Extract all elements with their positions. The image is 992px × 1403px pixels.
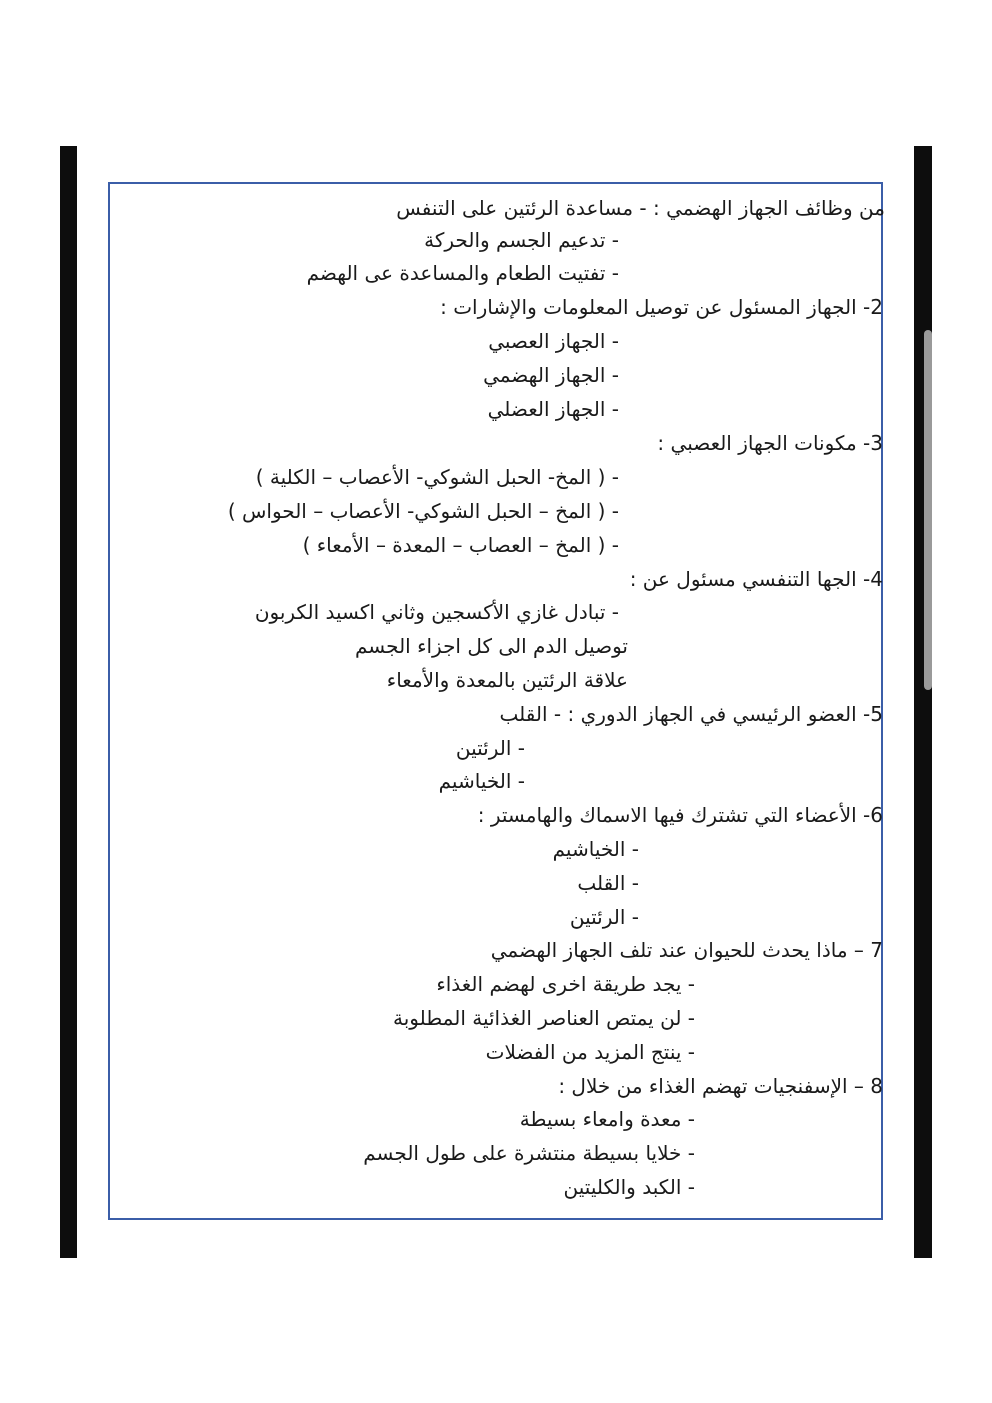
text-line-26: - ينتج المزيد من الفضلات — [485, 1040, 695, 1064]
text-line-13: - تبادل غازي الأكسجين وثاني اكسيد الكربون — [254, 600, 619, 624]
text-line-12: 4- الجها التنفسي مسئول عن : — [629, 567, 883, 591]
scrollbar-thumb[interactable] — [924, 330, 932, 690]
text-line-10: - ( المخ – الحبل الشوكي- الأعصاب – الحواس ) — [227, 499, 619, 523]
left-dark-edge — [60, 146, 77, 1258]
text-line-24: - يجد طريقة اخرى لهضم الغذاء — [436, 972, 695, 996]
text-line-22: - الرئتين — [569, 905, 639, 929]
text-line-6: - الجهاز الهضمي — [483, 363, 619, 387]
text-line-1: من وظائف الجهاز الهضمي : - مساعدة الرئتين على التنفس — [396, 196, 885, 220]
text-line-15: علاقة الرئتين بالمعدة والأمعاء — [386, 668, 628, 692]
text-line-3: - تفتيت الطعام والمساعدة عى الهضم — [306, 261, 619, 285]
text-line-28: - معدة وامعاء بسيطة — [519, 1107, 695, 1131]
text-line-25: - لن يمتص العناصر الغذائية المطلوبة — [393, 1006, 695, 1030]
text-line-14: توصيل الدم الى كل اجزاء الجسم — [355, 634, 628, 658]
text-line-9: - ( المخ- الحبل الشوكي- الأعصاب – الكلية ) — [255, 465, 619, 489]
text-line-16: 5- العضو الرئيسي في الجهاز الدوري : - القلب — [499, 702, 883, 726]
text-line-30: - الكبد والكليتين — [563, 1175, 695, 1199]
text-line-18: - الخياشيم — [438, 769, 525, 793]
text-line-2: - تدعيم الجسم والحركة — [424, 228, 619, 252]
text-line-29: - خلايا بسيطة منتشرة على طول الجسم — [363, 1141, 695, 1165]
text-line-5: - الجهاز العصبي — [488, 329, 619, 353]
text-line-11: - ( المخ – العصاب – المعدة – الأمعاء ) — [302, 533, 619, 557]
text-line-17: - الرئتين — [455, 736, 525, 760]
text-line-21: - القلب — [577, 871, 639, 895]
text-line-23: 7 – ماذا يحدث للحيوان عند تلف الجهاز الهضمي — [490, 938, 883, 962]
text-line-4: 2- الجهاز المسئول عن توصيل المعلومات والإشارات : — [440, 295, 883, 319]
right-dark-edge — [914, 146, 932, 1258]
text-line-20: - الخياشيم — [552, 837, 639, 861]
text-line-8: 3- مكونات الجهاز العصبي : — [657, 431, 883, 455]
text-line-27: 8 – الإسفنجيات تهضم الغذاء من خلال : — [558, 1074, 883, 1098]
text-line-7: - الجهاز العضلي — [487, 397, 619, 421]
text-line-19: 6- الأعضاء التي تشترك فيها الاسماك والهامستر : — [477, 803, 883, 827]
